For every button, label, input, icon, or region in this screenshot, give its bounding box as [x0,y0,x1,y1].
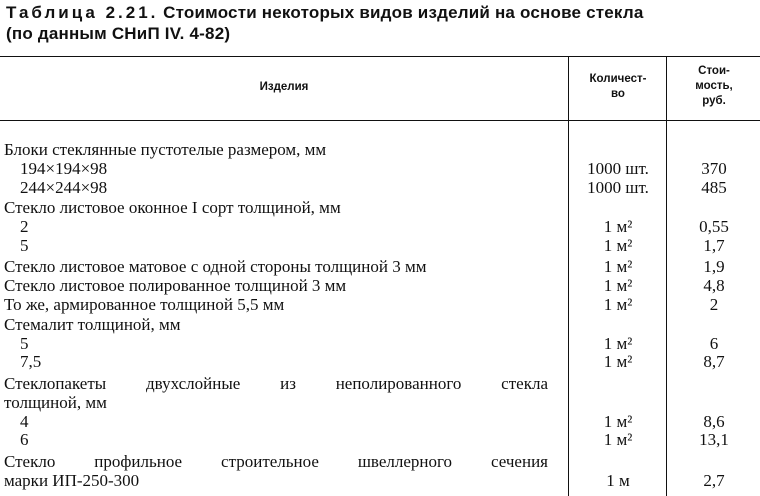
row-quantity: 1000 шт. [587,159,649,178]
row-cost: 485 [701,178,727,197]
row-quantity: 1 м [606,471,630,490]
row-name: 244×244×98 [20,178,108,197]
table-title: Стоимости некоторых видов изделий на основе стекла [163,3,644,22]
header-cost-line-3: руб. [702,95,726,107]
header-quantity [570,72,666,102]
row-quantity: 1 м² [603,236,633,255]
row-name: Блоки стеклянные пустотелые размером, мм [4,140,327,159]
row-name: толщиной, мм [4,393,107,412]
row-cost: 2,7 [703,471,725,490]
row-name: 4 [20,412,29,431]
row-name: Стекло листовое оконное I сорт толщиной, мм [4,198,341,217]
row-quantity: 1 м² [603,334,633,353]
row-name: Стемалит толщиной, мм [4,315,181,334]
row-name: 7,5 [20,352,42,371]
table-row [0,315,760,334]
table-row [0,276,760,295]
row-name: марки ИП-250-300 [4,471,140,490]
row-quantity: 1 м² [603,295,633,314]
header-cost-line-1: Стои- [698,65,730,77]
row-cost: 2 [709,295,719,314]
header-quantity-line-1: Количест- [589,73,647,85]
table-row [0,471,760,490]
table-row [0,217,760,236]
row-name: Стекло профильное строительное швеллерного сечения [4,452,548,471]
table-top-rule [0,56,760,57]
table-row [0,374,760,393]
row-quantity: 1 м² [603,217,633,236]
row-cost: 0,55 [699,217,729,236]
table-row [0,140,760,159]
row-cost: 8,7 [703,352,725,371]
table-row [0,236,760,255]
table-caption [6,2,754,44]
row-cost: 4,8 [703,276,725,295]
table-source: (по данным СНиП IV. 4-82) [6,24,231,43]
header-quantity-line-2: во [611,88,625,100]
table-row [0,257,760,276]
row-cost: 13,1 [699,430,729,449]
row-name: Стекло листовое матовое с одной стороны толщиной 3 мм [4,257,427,276]
row-quantity: 1 м² [603,276,633,295]
row-cost: 1,7 [703,236,725,255]
row-name: То же, армированное толщиной 5,5 мм [4,295,285,314]
header-bottom-rule [0,120,760,121]
row-cost: 8,6 [703,412,725,431]
table-row [0,430,760,449]
header-cost-line-2: мость, [695,80,733,92]
row-name: 194×194×98 [20,159,108,178]
table-row [0,295,760,314]
table-row [0,393,760,412]
row-name: 6 [20,430,29,449]
row-cost: 6 [709,334,719,353]
row-name: 2 [20,217,29,236]
header-products: Изделия [259,81,309,93]
table-row [0,412,760,431]
row-quantity: 1 м² [603,412,633,431]
table-row [0,452,760,471]
row-quantity: 1 м² [603,430,633,449]
row-quantity: 1 м² [603,352,633,371]
table-row [0,198,760,217]
table-number: Таблица 2.21. [6,3,159,22]
table-row [0,352,760,371]
caption-line-1 [6,2,754,23]
table-row [0,178,760,197]
row-name: Стекло листовое полированное толщиной 3 мм [4,276,347,295]
table-row [0,334,760,353]
row-name: 5 [20,334,29,353]
row-name: 5 [20,236,29,255]
header-cost [668,64,760,109]
row-cost: 1,9 [703,257,725,276]
row-cost: 370 [701,159,727,178]
row-quantity: 1000 шт. [587,178,649,197]
row-name: Стеклопакеты двухслойные из неполированного стекла [4,374,548,393]
row-quantity: 1 м² [603,257,633,276]
table-row [0,159,760,178]
